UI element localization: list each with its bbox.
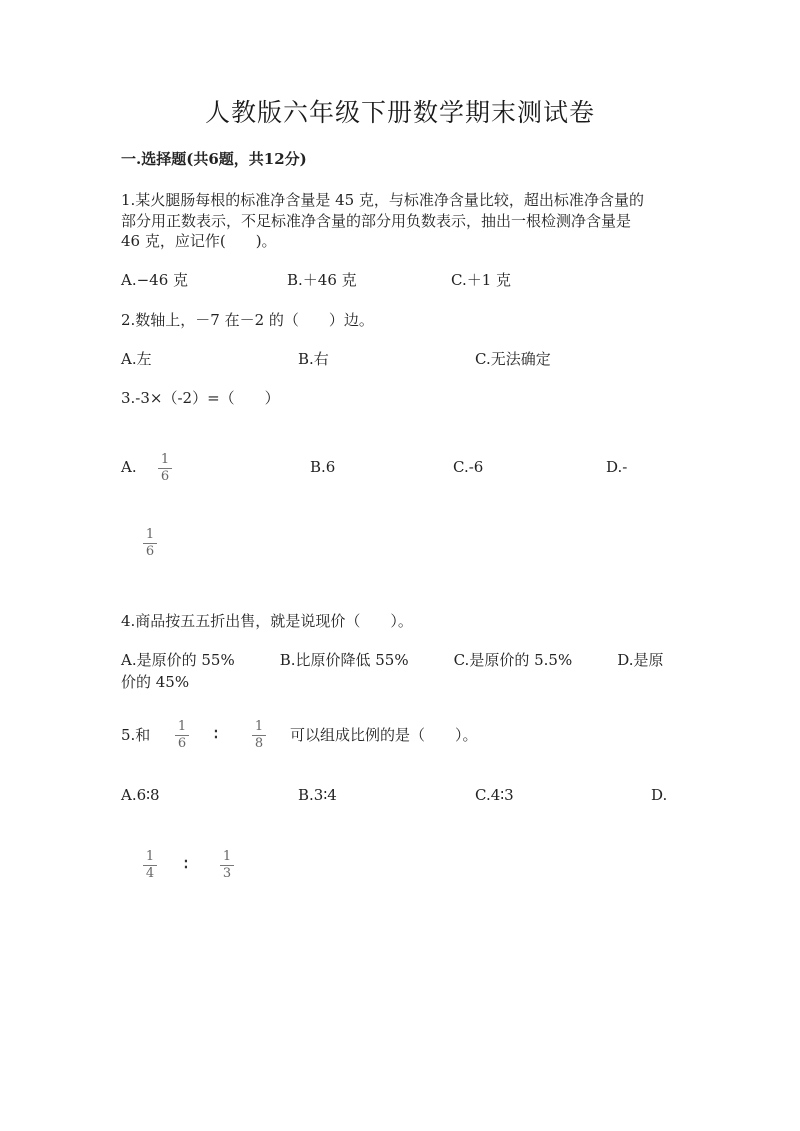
- fraction-numerator: 1: [145, 849, 155, 864]
- question-3-option-b[interactable]: B.6: [310, 458, 336, 476]
- fraction-denominator: 8: [254, 736, 264, 751]
- question-3-stem: 3.-3×（-2）=（ ）: [121, 389, 280, 407]
- fraction-one-sixth: [143, 528, 157, 559]
- question-5-stem-prefix: 5.和: [121, 726, 151, 744]
- ratio-colon: ∶: [214, 725, 218, 743]
- question-1-line: 部分用正数表示，不足标准净含量的部分用负数表示，抽出一根检测净含量是: [121, 211, 632, 230]
- fraction-one-sixth: [158, 453, 172, 484]
- question-2-option-c[interactable]: C.无法确定: [475, 350, 551, 368]
- fraction-one-third: [220, 850, 234, 881]
- question-1-option-c[interactable]: C.＋1 克: [451, 271, 512, 289]
- question-3-option-d[interactable]: D.-: [606, 458, 628, 476]
- question-1-option-a[interactable]: A.−46 克: [121, 271, 189, 289]
- question-1-option-b[interactable]: B.＋46 克: [287, 271, 357, 289]
- ratio-colon: ∶: [184, 855, 188, 873]
- page-title: 人教版六年级下册数学期末测试卷: [204, 98, 595, 127]
- question-4-options-line[interactable]: A.是原价的 55% B.比原价降低 55% C.是原价的 5.5% D.是原: [121, 651, 664, 669]
- fraction-one-fourth: [143, 850, 157, 881]
- fraction-numerator: 1: [222, 849, 232, 864]
- section-heading: 一.选择题(共6题，共12分): [121, 150, 307, 168]
- fraction-denominator: 6: [145, 544, 155, 559]
- fraction-denominator: 4: [145, 866, 155, 881]
- fraction-one-sixth: [175, 720, 189, 751]
- question-2-stem: 2.数轴上，－7 在－2 的（ ）边。: [121, 311, 374, 329]
- fraction-denominator: 6: [177, 736, 187, 751]
- question-2-option-b[interactable]: B.右: [298, 350, 329, 368]
- question-5-stem-suffix: 可以组成比例的是（ ）。: [290, 726, 478, 744]
- question-5-option-d[interactable]: D.: [651, 786, 668, 804]
- fraction-numerator: 1: [177, 719, 187, 734]
- question-1-line: 46 克，应记作( )。: [121, 232, 277, 250]
- fraction-numerator: 1: [254, 719, 264, 734]
- question-4-options-line[interactable]: 价的 45%: [121, 673, 190, 691]
- question-5-option-c[interactable]: C.4∶3: [475, 786, 514, 804]
- question-5-option-a[interactable]: A.6∶8: [121, 786, 160, 804]
- fraction-denominator: 6: [160, 469, 170, 484]
- question-1-stem: [121, 190, 681, 252]
- fraction-denominator: 3: [222, 866, 232, 881]
- question-3-option-a[interactable]: A.: [121, 458, 137, 476]
- question-3-option-c[interactable]: C.-6: [453, 458, 484, 476]
- question-1-line: 1.某火腿肠每根的标准净含量是 45 克，与标准净含量比较，超出标准净含量的: [121, 191, 644, 209]
- fraction-one-eighth: [252, 720, 266, 751]
- question-4-stem: 4.商品按五五折出售，就是说现价（ ）。: [121, 612, 413, 630]
- fraction-numerator: 1: [145, 527, 155, 542]
- question-2-option-a[interactable]: A.左: [121, 350, 152, 368]
- fraction-numerator: 1: [160, 452, 170, 467]
- question-5-option-b[interactable]: B.3∶4: [298, 786, 337, 804]
